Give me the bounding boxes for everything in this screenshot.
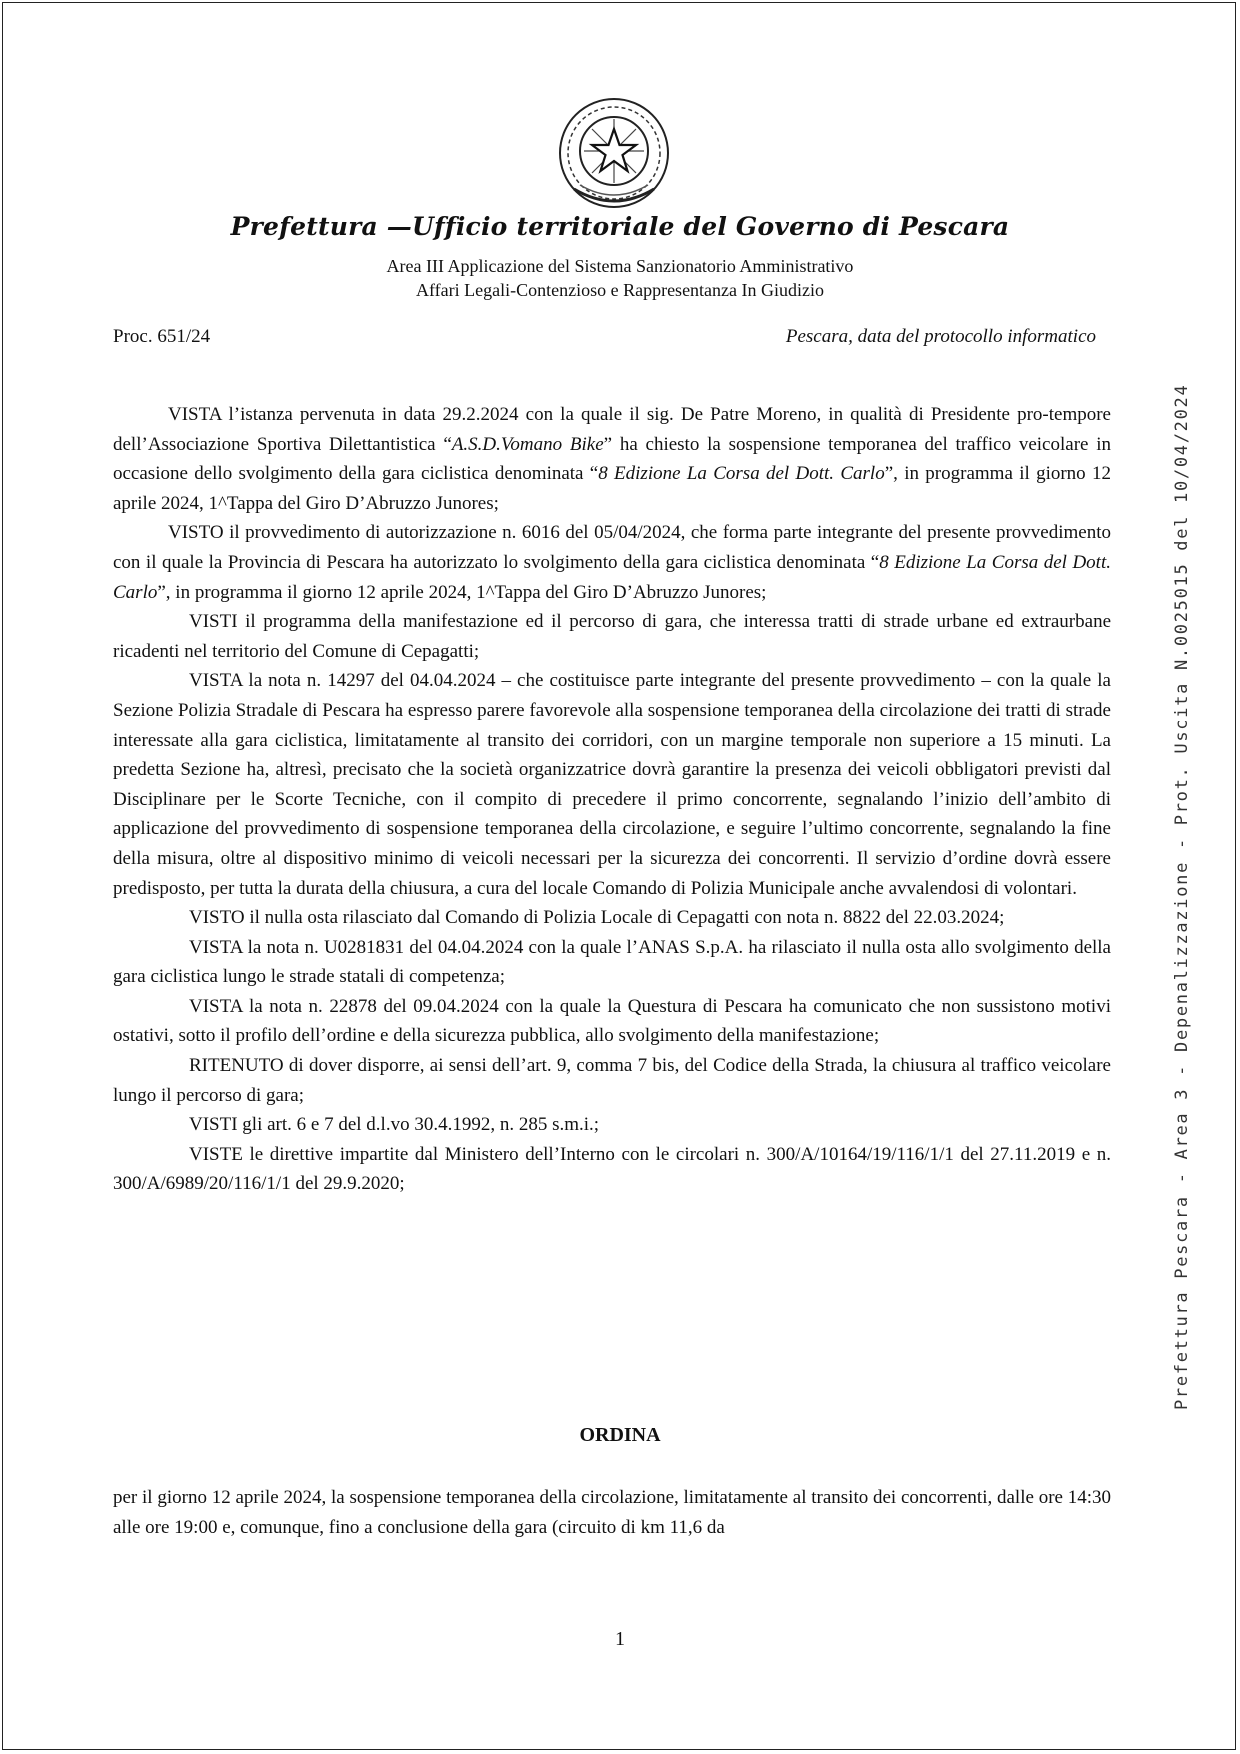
protocol-stamp: Prefettura Pescara - Area 3 - Depenalizzazione - Prot. Uscita N.0025015 del 10/04/2024	[1172, 383, 1192, 1410]
text-run: ”, in programma il giorno 12 aprile 2024, 1^Tappa del Giro D’Abruzzo Junores;	[113, 463, 1111, 514]
text-run: VISTA l’istanza pervenuta in data 29.2.2024 con la quale il sig. De Patre Moreno, in qualità di Presidente pro-tempore dell’Associazione Sportiva Dilettantistica “	[113, 404, 1111, 455]
italic-run: 8 Edizione La Corsa del Dott. Carlo	[598, 463, 885, 485]
paragraph-vista-nota-anas: VISTA la nota n. U0281831 del 04.04.2024 con la quale l’ANAS S.p.A. ha rilasciato il nulla osta allo svolgimento della gara ciclistica lungo le strade statali di competenza;	[113, 936, 1111, 988]
paragraph-visti-articoli: VISTI gli art. 6 e 7 del d.l.vo 30.4.1992, n. 285 s.m.i.;	[189, 1114, 600, 1136]
proc-number: Proc. 651/24	[113, 326, 211, 347]
paragraph-vista-nota-questura: VISTA la nota n. 22878 del 09.04.2024 con la quale la Questura di Pescara ha comunicato che non sussistono motivi ostativi, sotto il profilo dell’ordine e della sicurezza pubblica, allo svolgimento della manifestazione;	[113, 995, 1111, 1047]
text-run: VISTO il provvedimento di autorizzazione n. 6016 del 05/04/2024, che forma parte integrante del presente provvedimento con il quale la Provincia di Pescara ha autorizzato lo svolgimento della gara ciclistica denominata “	[113, 522, 1111, 573]
text-run: ” ha chiesto la sospensione temporanea del traffico veicolare in occasione dello svolgimento della gara ciclistica denominata “	[113, 433, 1111, 485]
area-line: Area III Applicazione del Sistema Sanzionatorio Amministrativo	[386, 256, 854, 276]
paragraph-ritenuto: RITENUTO di dover disporre, ai sensi dell’art. 9, comma 7 bis, del Codice della Strada, la chiusura al traffico veicolare lungo il percorso di gara;	[113, 1055, 1111, 1106]
paragraph-visti-programma: VISTI il programma della manifestazione ed il percorso di gara, che interessa tratti di strade urbane ed extraurbane ricadenti nel territorio del Comune di Cepagatti;	[113, 611, 1111, 662]
ordina-heading: ORDINA	[579, 1424, 661, 1446]
paragraph-vista-istanza	[113, 400, 1111, 518]
paragraph-viste-direttive: VISTE le direttive impartite dal Ministero dell’Interno con le circolari n. 300/A/10164/19/116/1/1 del 27.11.2019 e n. 300/A/6989/20/116/1/1 del 29.9.2020;	[113, 1143, 1111, 1195]
order-section	[113, 1483, 1111, 1543]
italian-republic-emblem-icon	[554, 93, 674, 213]
italic-run: 8 Edizione La Corsa del Dott. Carlo	[113, 551, 1111, 603]
text-run: ”, in programma il giorno 12 aprile 2024, 1^Tappa del Giro D’Abruzzo Junores;	[157, 581, 767, 603]
affairs-line: Affari Legali-Contenzioso e Rappresentanza In Giudizio	[415, 280, 825, 300]
document-body	[113, 400, 1111, 1199]
place-date: Pescara, data del protocollo informatico	[785, 326, 1096, 347]
page-number: 1	[615, 1628, 625, 1650]
order-text: per il giorno 12 aprile 2024, la sospensione temporanea della circolazione, limitatamente al transito dei concorrenti, dalle ore 14:30 alle ore 19:00 e, comunque, fino a conclusione della gara (circuito di km 11,6 da	[113, 1487, 1111, 1538]
italic-run: A.S.D.Vomano Bike	[451, 433, 604, 455]
paragraph-visto-nulla-osta: VISTO il nulla osta rilasciato dal Comando di Polizia Locale di Cepagatti con nota n. 8822 del 22.03.2024;	[189, 907, 1005, 929]
office-title: Prefettura —Ufficio territoriale del Governo di Pescara	[230, 212, 1010, 241]
paragraph-visto-provvedimento	[113, 518, 1111, 607]
paragraph-vista-nota-polizia: VISTA la nota n. 14297 del 04.04.2024 – che costituisce parte integrante del presente provvedimento – con la quale la Sezione Polizia Stradale di Pescara ha espresso parere favorevole alla sospensione temporanea della circolazione dei tratti di strade interessate alla gara ciclistica, limitatamente al transito dei corridori, con un margine temporale non superiore a 15 minuti. La predetta Sezione ha, altresì, precisato che la società organizzatrice dovrà garantire la presenza dei veicoli obbligatori previsti dal Disciplinare per le Scorte Tecniche, con il compito di precedere il primo concorrente, segnalando l’inizio dell’ambito di applicazione del provvedimento di sospensione temporanea della circolazione, e seguire l’ultimo concorrente, segnalando la fine della misura, oltre al dispositivo minimo di veicoli necessari per la sicurezza dei concorrenti. Il servizio d’ordine dovrà essere predisposto, per tutta la durata della chiusura, a cura del locale Comando di Polizia Municipale anche avvalendosi di volontari.	[113, 670, 1111, 899]
